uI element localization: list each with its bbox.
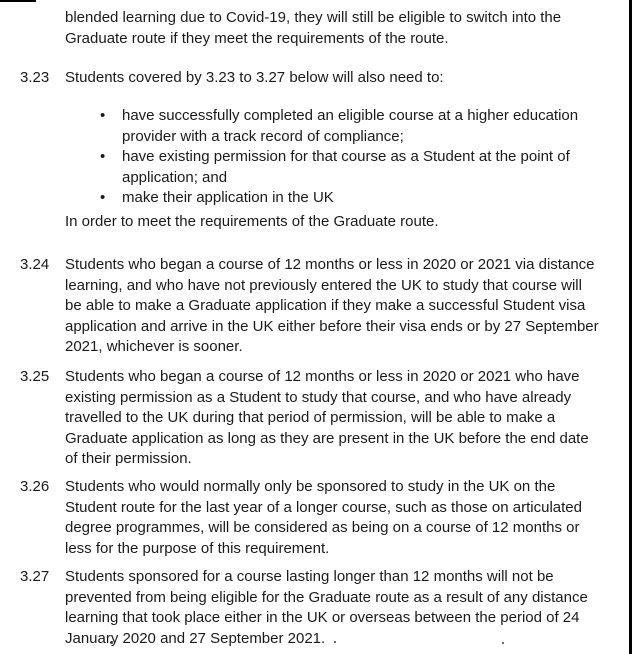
paragraph-text: Students who began a course of 12 months or less in 2020 or 2021 who have existing permission as a Student to study that course, and who have already travelled to the UK during that period of permission, will be able to make a Graduate application as long as they are present in the UK before the end date of their permission. (65, 368, 589, 467)
bullet-list (0, 106, 636, 209)
scan-artifact-icon (0, 0, 36, 2)
paragraph-text: Students sponsored for a course lasting longer than 12 months will not be prevented from being eligible for the Graduate route as a result of any distance learning that took place either in the UK or overseas between the period of 24 January 2020 and 27 September 2021. (65, 568, 588, 647)
paragraph-3-24 (0, 255, 636, 358)
paragraph-closing (0, 212, 636, 233)
paragraph-text: In order to meet the requirements of the Graduate route. (65, 213, 439, 230)
paragraph-text: blended learning due to Covid-19, they will still be eligible to switch into the Graduate route if they meet the requirements of the route. (65, 9, 562, 47)
paragraph-number: 3.25 (20, 368, 50, 385)
paragraph-number: 3.24 (20, 256, 50, 273)
paragraph-continuation (0, 8, 636, 49)
list-item-text: have successfully completed an eligible course at a higher education provider with a track record of compliance; (122, 107, 579, 145)
list-item-text: have existing permission for that course as a Student at the point of application; and (122, 148, 570, 186)
bullet-icon: • (100, 107, 106, 124)
bullet-icon: • (100, 148, 106, 165)
paragraph-3-23 (0, 68, 636, 89)
paragraph-text: Students covered by 3.23 to 3.27 below will also need to: (65, 69, 444, 86)
paragraph-3-25 (0, 367, 636, 470)
paragraph-3-27 (0, 567, 636, 649)
list-item (65, 188, 602, 209)
list-item (65, 106, 602, 147)
paragraph-3-26 (0, 477, 636, 559)
bullet-list-items (65, 106, 602, 209)
paragraph-text: Students who would normally only be sponsored to study in the UK on the Student route for the last year of a longer course, such as those on articulated degree programmes, will be considered as being on a course of 12 months or less for the purpose of this requirement. (65, 478, 582, 557)
bullet-icon: • (100, 189, 106, 206)
list-item-text: make their application in the UK (122, 189, 334, 206)
paragraph-text: Students who began a course of 12 months or less in 2020 or 2021 via distance learning, and who have not previously entered the UK to study that course will be able to make a Graduate application if they make a successful Student visa application and arrive in the UK either before their visa ends or by 27 September 2021, whichever is sooner. (65, 256, 599, 355)
paragraph-number: 3.26 (20, 478, 50, 495)
list-item (65, 147, 602, 188)
paragraph-number: 3.27 (20, 568, 50, 585)
paragraph-number: 3.23 (20, 69, 50, 86)
